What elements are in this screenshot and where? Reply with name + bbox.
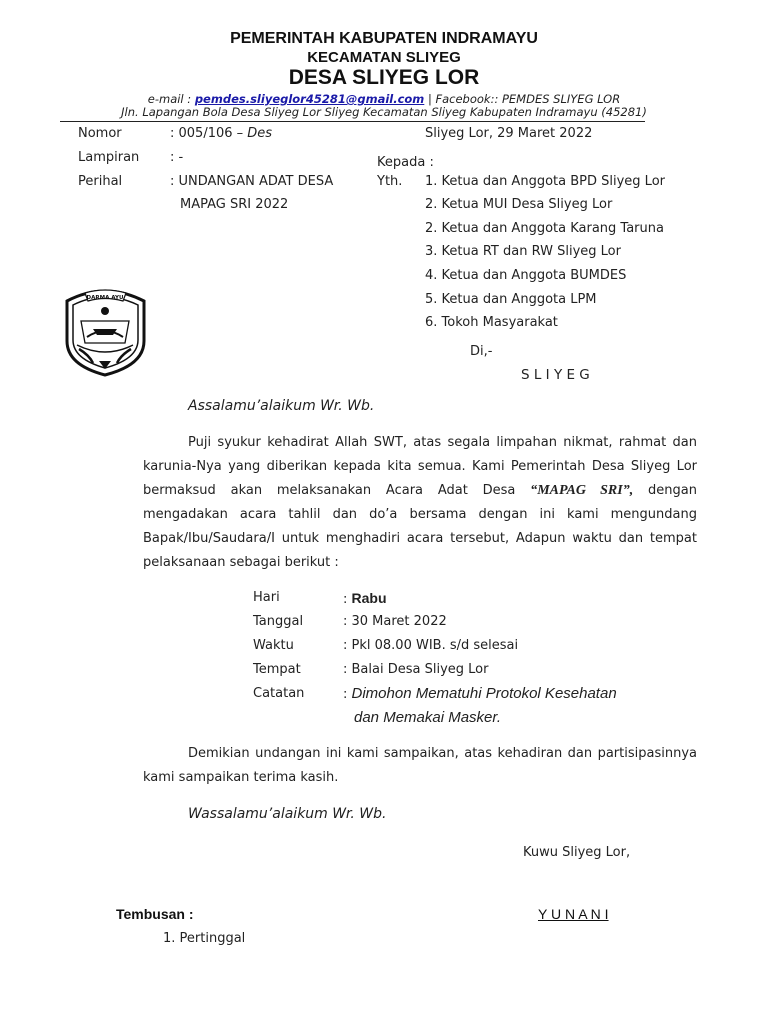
tempat-label: Tempat [253,662,301,677]
recipient-item: 3. Ketua RT dan RW Sliyeg Lor [425,244,621,259]
hari-day: Rabu [351,590,387,606]
kepada-label: Kepada : [377,155,434,170]
closing-line: Demikian undangan ini kami sampaikan, atas kehadiran dan partisipasinnya [188,746,697,761]
closing-line: kami sampaikan terima kasih. [143,770,339,785]
catatan-label: Catatan [253,686,305,701]
tanggal-value: : 30 Maret 2022 [343,614,447,629]
emblem-banner-text: DARMA AYU [86,295,124,301]
waktu-value: : Pkl 08.00 WIB. s/d selesai [343,638,519,653]
address-line: Jln. Lapangan Bola Desa Sliyeg Lor Sliyeg Kecamatan Sliyeg Kabupaten Indramayu (45281) [121,105,647,119]
recipient-item: 6. Tokoh Masyarakat [425,315,558,330]
letterhead-line3: DESA SLIYEG LOR [288,66,480,89]
regency-emblem [63,285,148,377]
di-label: Di,- [470,344,493,359]
paragraph-line: Bapak/Ibu/Saudara/I untuk menghadiri acara tersebut, Adapun waktu dan tempat [143,531,697,546]
hari-colon: : [343,592,352,607]
email-label: e-mail : [147,92,192,106]
contact-line [0,92,768,106]
letterhead-rule [60,121,645,122]
event-name: “MAPAG SRI”, [530,483,634,498]
tembusan-item: 1. Pertinggal [163,931,246,946]
catatan-value [343,685,617,702]
catatan-colon: : [343,687,352,702]
tanggal-label: Tanggal [253,614,304,629]
paragraph-text: dengan [648,483,697,498]
perihal-value-line2: MAPAG SRI 2022 [180,197,289,212]
paragraph-line: karunia-Nya yang diberikan kepada kita semua. Kami Pemerintah Desa Sliyeg Lor [143,459,697,474]
recipient-item: 2. Ketua dan Anggota Karang Taruna [425,221,664,236]
paragraph-line-mapag [143,483,697,499]
nomor-value [170,126,272,141]
hari-value [343,590,387,607]
hari-label: Hari [253,590,280,605]
email-link[interactable]: pemdes.sliyeglor45281@gmail.com [194,92,425,106]
signatory-name: Y U N A N I [538,906,609,922]
nomor-number: : 005/106 – [170,126,248,141]
recipient-item: 5. Ketua dan Anggota LPM [425,292,597,307]
yth-label: Yth. [377,174,403,189]
letterhead-line1: PEMERINTAH KABUPATEN INDRAMAYU [230,30,538,47]
tempat-value: : Balai Desa Sliyeg Lor [343,662,489,677]
recipient-item: 2. Ketua MUI Desa Sliyeg Lor [425,197,613,212]
paragraph-text: bermaksud akan melaksanakan Acara Adat Desa [143,483,516,498]
facebook-text: | Facebook:: PEMDES SLIYEG LOR [424,92,621,106]
lampiran-value: : - [170,150,184,165]
recipient-item: 1. Ketua dan Anggota BPD Sliyeg Lor [425,174,665,189]
paragraph-line: Puji syukur kehadirat Allah SWT, atas segala limpahan nikmat, rahmat dan [188,435,697,450]
recipient-place: S L I Y E G [521,367,590,383]
recipient-item: 4. Ketua dan Anggota BUMDES [425,268,627,283]
lampiran-label: Lampiran [78,150,140,165]
nomor-label: Nomor [78,126,122,141]
catatan-note-line2: dan Memakai Masker. [354,709,501,726]
letterhead-line2: KECAMATAN SLIYEG [307,49,461,66]
waktu-label: Waktu [253,638,294,653]
paragraph-line: pelaksanaan sebagai berikut : [143,555,339,570]
paragraph-line: mengadakan acara tahlil dan do’a bersama dengan ini kami mengundang [143,507,697,522]
catatan-note-line1: Dimohon Mematuhi Protokol Kesehatan [351,685,617,702]
perihal-value-line1: : UNDANGAN ADAT DESA [170,174,334,189]
perihal-label: Perihal [78,174,123,189]
nomor-suffix: Des [247,126,273,141]
tembusan-label: Tembusan : [116,906,194,922]
signature-title: Kuwu Sliyeg Lor, [523,845,631,860]
place-date: Sliyeg Lor, 29 Maret 2022 [425,126,593,141]
salutation: Assalamu’alaikum Wr. Wb. [188,398,375,414]
closing-salutation: Wassalamu’alaikum Wr. Wb. [188,806,387,822]
